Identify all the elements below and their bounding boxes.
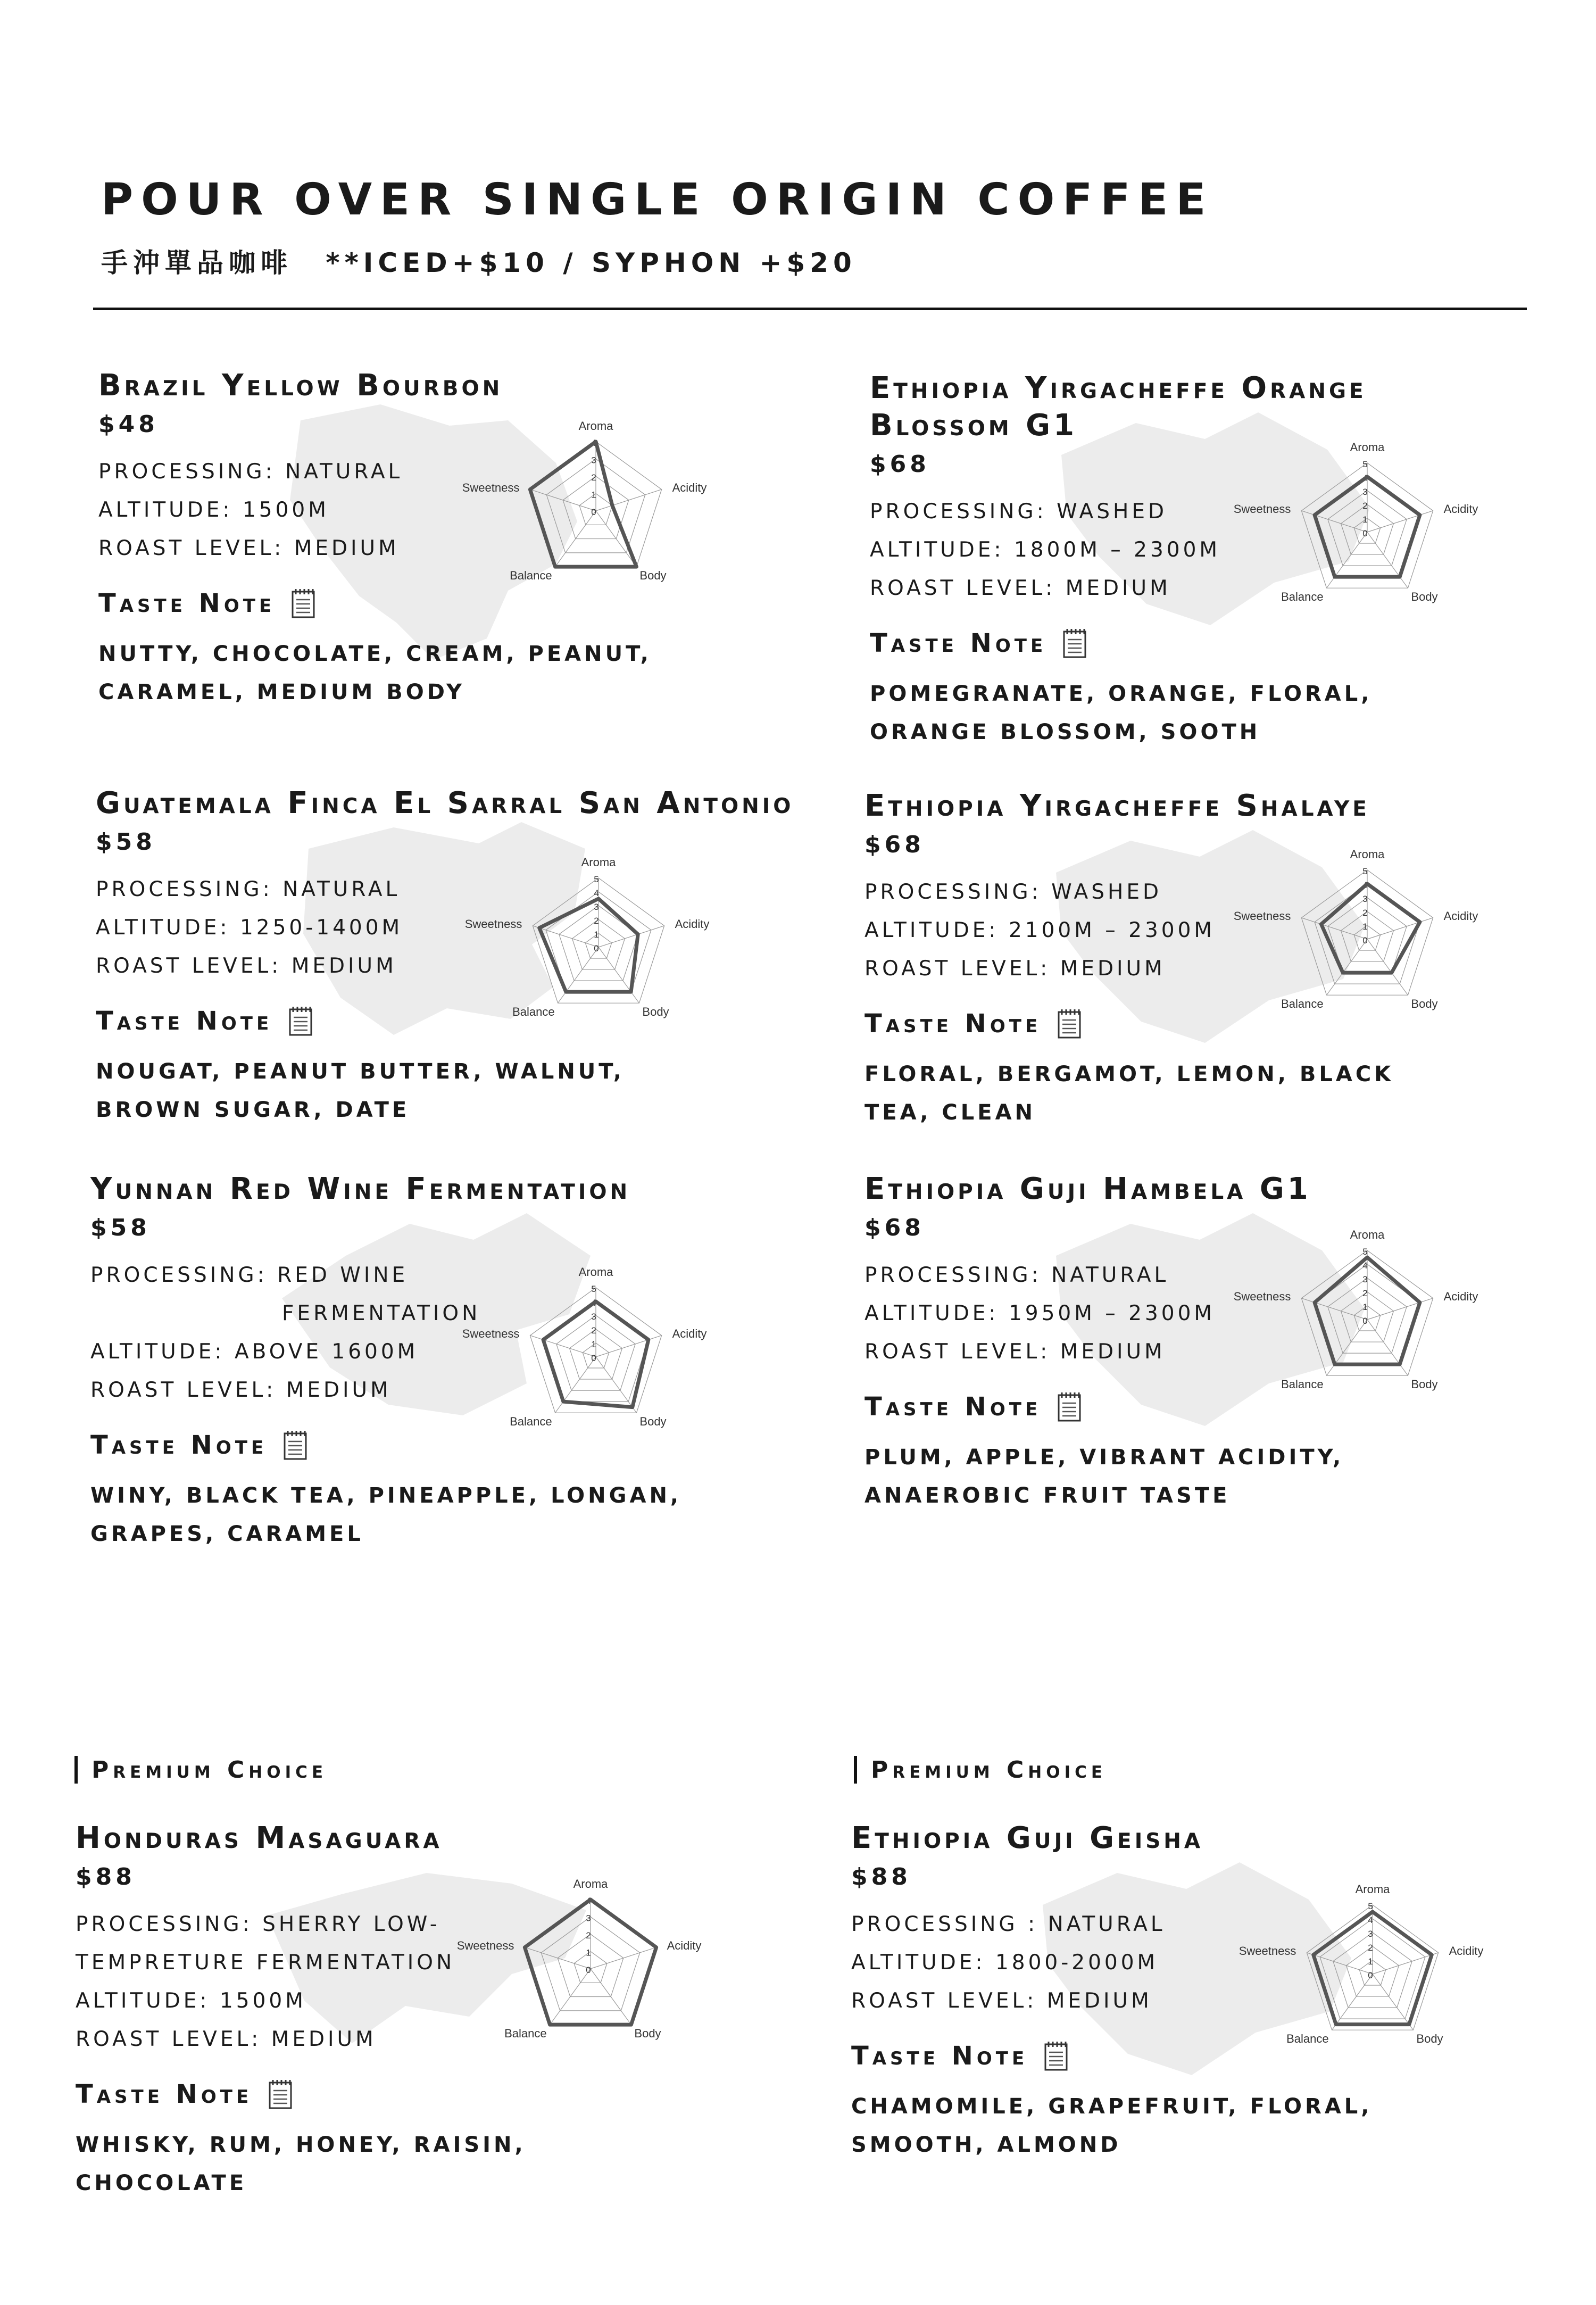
radar-axis-label: Acidity [672, 480, 707, 494]
taste-notes-line: POMEGRANATE, ORANGE, FLORAL, [870, 682, 1373, 706]
radar-axis-label: Acidity [672, 1326, 707, 1340]
taste-note-label: Taste Note [96, 1006, 273, 1036]
radar-axis-line [1301, 918, 1367, 939]
radar-axis-label: Body [1411, 1378, 1438, 1391]
radar-tick-label: 2 [1362, 1288, 1368, 1298]
radar-tick-label: 4 [591, 1298, 596, 1308]
altitude-spec: ALTITUDE: 1500M [98, 498, 329, 522]
radar-axis-label: Balance [1281, 590, 1324, 604]
notepad-icon [1057, 1391, 1082, 1422]
radar-axis-label: Body [1411, 997, 1438, 1011]
radar-axis-label: Acidity [1443, 1289, 1478, 1303]
roast-level-spec: ROAST LEVEL: MEDIUM [76, 2027, 377, 2051]
notepad-icon [1062, 628, 1087, 659]
processing-spec: PROCESSING : NATURAL [851, 1912, 1166, 1936]
radar-tick-label: 5 [594, 874, 599, 884]
radar-axis-label: Acidity [1443, 909, 1478, 923]
processing-spec: PROCESSING: NATURAL [96, 877, 401, 901]
radar-tick-label: 4 [1362, 473, 1368, 483]
taste-note-label: Taste Note [76, 2079, 253, 2109]
roast-level-spec: ROAST LEVEL: MEDIUM [90, 1378, 392, 1402]
taste-notes [76, 2126, 810, 2202]
radar-axis-line [1367, 918, 1433, 939]
radar-axis-label: Aroma [578, 1265, 613, 1279]
taste-notes-line: GRAPES, CARAMEL [90, 1522, 364, 1546]
radar-axis-label: Body [639, 1415, 667, 1429]
coffee-name: Ethiopia Guji Geisha [851, 1821, 1204, 1855]
taste-note-label: Taste Note [90, 1430, 268, 1460]
radar-axis-label: Balance [510, 569, 552, 583]
taste-notes [90, 1477, 825, 1553]
taste-notes-line: CARAMEL, MEDIUM BODY [98, 680, 465, 704]
notepad-icon [1057, 1008, 1082, 1039]
radar-tick-label: 0 [591, 507, 596, 517]
radar-tick-label: 4 [586, 1896, 591, 1906]
radar-tick-label: 2 [1368, 1943, 1373, 1953]
radar-tick-label: 0 [1362, 935, 1368, 946]
taste-notes-line: ORANGE BLOSSOM, SOOTH [870, 720, 1261, 744]
radar-axis-line [1327, 532, 1367, 588]
radar-axis-label: Aroma [581, 856, 616, 869]
radar-tick-label: 5 [1368, 1901, 1373, 1911]
processing-spec: PROCESSING: NATURAL [98, 460, 403, 484]
taste-notes-line: BROWN SUGAR, DATE [96, 1098, 410, 1122]
notepad-icon [1044, 2041, 1068, 2071]
taste-notes-line: WINY, BLACK TEA, PINEAPPLE, LONGAN, [90, 1483, 682, 1508]
radar-tick-label: 3 [594, 902, 599, 912]
taste-note-label: Taste Note [864, 1009, 1042, 1039]
radar-axis-label: Sweetness [1233, 502, 1291, 516]
radar-axis-line [530, 490, 596, 511]
radar-tick-label: 2 [594, 916, 599, 926]
coffee-name: Ethiopia Yirgacheffe Shalaye [864, 789, 1370, 823]
taste-notes [870, 675, 1596, 751]
coffee-name: Guatemala Finca El Sarral San Antonio [96, 786, 794, 820]
radar-axis-line [1373, 1974, 1413, 2030]
radar-tick-label: 3 [586, 1913, 591, 1923]
radar-axis-line [596, 1336, 662, 1357]
coffee-price: $68 [864, 831, 925, 858]
altitude-spec: ALTITUDE: 1800M – 2300M [870, 538, 1221, 562]
taste-notes-line: CHAMOMILE, GRAPEFRUIT, FLORAL, [851, 2094, 1373, 2119]
header-divider [93, 308, 1527, 310]
radar-tick-label: 4 [591, 438, 596, 448]
premium-choice-label [854, 1756, 1107, 1784]
radar-tick-label: 2 [1362, 908, 1368, 918]
radar-tick-label: 1 [1362, 1302, 1368, 1312]
radar-axis-label: Acidity [1449, 1944, 1484, 1958]
radar-axis-label: Balance [1286, 2032, 1329, 2046]
coffee-price: $58 [90, 1214, 151, 1241]
coffee-price: $68 [864, 1214, 925, 1241]
radar-axis-label: Body [1411, 590, 1438, 604]
radar-tick-label: 1 [1362, 922, 1368, 932]
taste-notes-line: NOUGAT, PEANUT BUTTER, WALNUT, [96, 1059, 625, 1084]
radar-axis-label: Sweetness [462, 1326, 520, 1340]
radar-axis-label: Balance [504, 2027, 547, 2041]
radar-axis-label: Body [634, 2027, 661, 2041]
taste-notes-line: WHISKY, RUM, HONEY, RAISIN, [76, 2133, 526, 2157]
radar-tick-label: 1 [586, 1947, 591, 1958]
radar-tick-label: 0 [1368, 1970, 1373, 1980]
roast-level-spec: ROAST LEVEL: MEDIUM [864, 1340, 1166, 1364]
taste-note-label: Taste Note [98, 588, 276, 618]
taste-notes-line: NUTTY, CHOCOLATE, CREAM, PEANUT, [98, 642, 652, 666]
radar-tick-label: 2 [586, 1930, 591, 1941]
radar-axis-line [530, 1336, 596, 1357]
radar-tick-label: 3 [1362, 894, 1368, 904]
taste-notes-line: CHOCOLATE [76, 2171, 247, 2195]
taste-notes-line: SMOOTH, ALMOND [851, 2133, 1121, 2157]
radar-chart-hambela [1229, 1213, 1506, 1426]
radar-axis-line [596, 490, 662, 511]
radar-tick-label: 0 [594, 943, 599, 953]
subtitle-chinese: 手沖單品咖啡 [101, 247, 293, 278]
radar-axis-label: Acidity [675, 917, 710, 931]
premium-choice-label [74, 1756, 327, 1784]
notepad-icon [283, 1430, 307, 1461]
processing-spec: PROCESSING: SHERRY LOW- [76, 1912, 440, 1936]
radar-tick-label: 2 [1362, 501, 1368, 511]
coffee-name: Brazil Yellow Bourbon [98, 368, 503, 403]
radar-axis-label: Balance [1281, 997, 1324, 1011]
taste-notes [851, 2087, 1585, 2164]
premium-choice-text: Premium Choice [871, 1756, 1107, 1784]
radar-tick-label: 3 [1362, 487, 1368, 497]
taste-notes-line: ANAEROBIC FRUIT TASTE [864, 1483, 1231, 1508]
radar-axis-label: Aroma [1355, 1883, 1390, 1896]
radar-axis-label: Aroma [1350, 441, 1385, 454]
radar-axis-label: Aroma [1350, 848, 1385, 861]
radar-tick-label: 1 [591, 1339, 596, 1349]
menu-title: POUR OVER SINGLE ORIGIN COFFEE [101, 175, 1214, 225]
radar-axis-line [1367, 1320, 1408, 1375]
radar-tick-label: 3 [591, 455, 596, 466]
radar-tick-label: 3 [591, 1312, 596, 1322]
roast-level-spec: ROAST LEVEL: MEDIUM [851, 1989, 1152, 2013]
menu-header [101, 175, 1527, 278]
taste-notes-line: PLUM, APPLE, VIBRANT ACIDITY, [864, 1445, 1344, 1470]
altitude-spec: ALTITUDE: 1250-1400M [96, 916, 403, 940]
radar-axis-label: Body [642, 1005, 669, 1019]
radar-axis-label: Sweetness [464, 917, 522, 931]
radar-tick-label: 5 [1362, 866, 1368, 876]
menu-subtitle [101, 247, 1527, 278]
radar-axis-line [1332, 1974, 1373, 2030]
subtitle-extra-charges: **ICED+$10 / SYPHON +$20 [326, 247, 857, 278]
coffee-price: $88 [851, 1863, 911, 1891]
radar-axis-line [558, 947, 598, 1003]
radar-axis-label: Aroma [578, 419, 613, 433]
coffee-name: Honduras Masaguara [76, 1821, 443, 1855]
radar-axis-label: Sweetness [1233, 909, 1291, 923]
notepad-icon [291, 588, 315, 619]
radar-chart-yirgacheffe-orange-blossom [1229, 426, 1506, 639]
radar-axis-line [525, 1947, 591, 1969]
coffee-price: $58 [96, 828, 156, 856]
radar-axis-label: Balance [1281, 1378, 1324, 1391]
roast-level-spec: ROAST LEVEL: MEDIUM [98, 536, 400, 560]
radar-tick-label: 1 [1362, 515, 1368, 525]
radar-axis-line [1367, 1298, 1433, 1320]
processing-spec: PROCESSING: WASHED [870, 500, 1167, 524]
radar-chart-yunnan [458, 1250, 734, 1463]
coffee-name: Ethiopia Guji Hambela G1 [864, 1172, 1311, 1206]
radar-tick-label: 4 [1362, 880, 1368, 890]
radar-tick-label: 5 [1362, 459, 1368, 469]
coffee-price: $68 [870, 451, 930, 478]
radar-tick-label: 1 [1368, 1956, 1373, 1967]
radar-tick-label: 4 [594, 888, 599, 898]
radar-axis-line [1327, 1320, 1367, 1375]
taste-notes [96, 1052, 830, 1129]
radar-tick-label: 2 [591, 472, 596, 483]
taste-notes [98, 635, 833, 711]
processing-spec: PROCESSING: NATURAL [864, 1263, 1169, 1287]
radar-axis-label: Acidity [1443, 502, 1478, 516]
radar-tick-label: 4 [1368, 1915, 1373, 1925]
radar-tick-label: 3 [1362, 1274, 1368, 1284]
altitude-spec: ALTITUDE: ABOVE 1600M [90, 1340, 419, 1364]
radar-axis-label: Sweetness [462, 480, 520, 494]
premium-choice-text: Premium Choice [92, 1756, 328, 1784]
radar-axis-label: Sweetness [1238, 1944, 1296, 1958]
radar-axis-line [1367, 511, 1433, 532]
altitude-spec: ALTITUDE: 2100M – 2300M [864, 918, 1216, 942]
radar-axis-line [1301, 511, 1367, 532]
premium-divider-bar [854, 1756, 857, 1784]
taste-notes [864, 1438, 1596, 1515]
taste-note-label: Taste Note [864, 1392, 1042, 1422]
radar-tick-label: 1 [591, 490, 596, 500]
radar-data-series [530, 442, 636, 567]
processing-spec: PROCESSING: RED WINE [90, 1263, 409, 1287]
radar-tick-label: 0 [1362, 1316, 1368, 1326]
radar-chart-honduras [452, 1862, 729, 2075]
roast-level-spec: ROAST LEVEL: MEDIUM [870, 576, 1171, 600]
radar-chart-geisha [1234, 1868, 1511, 2080]
radar-axis-label: Aroma [1350, 1228, 1385, 1241]
altitude-spec: ALTITUDE: 1800-2000M [851, 1951, 1159, 1975]
radar-axis-line [1367, 939, 1408, 995]
radar-axis-line [591, 1947, 656, 1969]
radar-axis-label: Balance [510, 1415, 552, 1429]
notepad-icon [268, 2079, 293, 2110]
radar-axis-line [1367, 532, 1408, 588]
altitude-spec: ALTITUDE: 1950M – 2300M [864, 1301, 1216, 1325]
coffee-price: $88 [76, 1863, 136, 1891]
notepad-icon [288, 1006, 313, 1037]
coffee-name-line: Ethiopia Yirgacheffe Orange [870, 371, 1367, 405]
coffee-name-line: Blossom G1 [870, 408, 1078, 443]
radar-tick-label: 1 [594, 930, 599, 940]
roast-level-spec: ROAST LEVEL: MEDIUM [96, 954, 397, 978]
radar-chart-brazil [458, 404, 734, 617]
radar-tick-label: 5 [1362, 1247, 1368, 1257]
taste-note-label: Taste Note [851, 2041, 1028, 2071]
radar-chart-guatemala [460, 841, 737, 1054]
roast-level-spec: ROAST LEVEL: MEDIUM [864, 957, 1166, 981]
radar-tick-label: 3 [1368, 1929, 1373, 1939]
premium-divider-bar [74, 1756, 78, 1784]
processing-spec-continued: FERMENTATION [282, 1301, 481, 1325]
radar-tick-label: 0 [586, 1965, 591, 1975]
radar-axis-line [1301, 1298, 1367, 1320]
taste-notes-line: FLORAL, BERGAMOT, LEMON, BLACK [864, 1062, 1394, 1087]
altitude-spec: ALTITUDE: 1500M [76, 1989, 306, 2013]
radar-axis-label: Aroma [573, 1877, 608, 1891]
coffee-price: $48 [98, 411, 159, 438]
taste-note-label: Taste Note [870, 628, 1047, 658]
radar-axis-label: Sweetness [456, 1938, 514, 1952]
radar-tick-label: 2 [591, 1325, 596, 1336]
radar-axis-label: Acidity [667, 1938, 702, 1952]
processing-spec: PROCESSING: WASHED [864, 880, 1162, 904]
radar-chart-shalaye [1229, 833, 1506, 1046]
radar-axis-label: Body [1416, 2032, 1443, 2046]
radar-axis-label: Sweetness [1233, 1289, 1291, 1303]
radar-tick-label: 0 [1362, 528, 1368, 538]
radar-tick-label: 4 [1362, 1261, 1368, 1271]
coffee-name: Yunnan Red Wine Fermentation [90, 1172, 631, 1206]
processing-spec-continued: TEMPRETURE FERMENTATION [76, 1951, 455, 1975]
taste-notes-line: TEA, CLEAN [864, 1100, 1036, 1125]
radar-tick-label: 0 [591, 1353, 596, 1363]
taste-notes [864, 1055, 1596, 1132]
radar-axis-label: Body [639, 569, 667, 583]
radar-tick-label: 5 [591, 1284, 596, 1294]
radar-axis-label: Balance [512, 1005, 555, 1019]
